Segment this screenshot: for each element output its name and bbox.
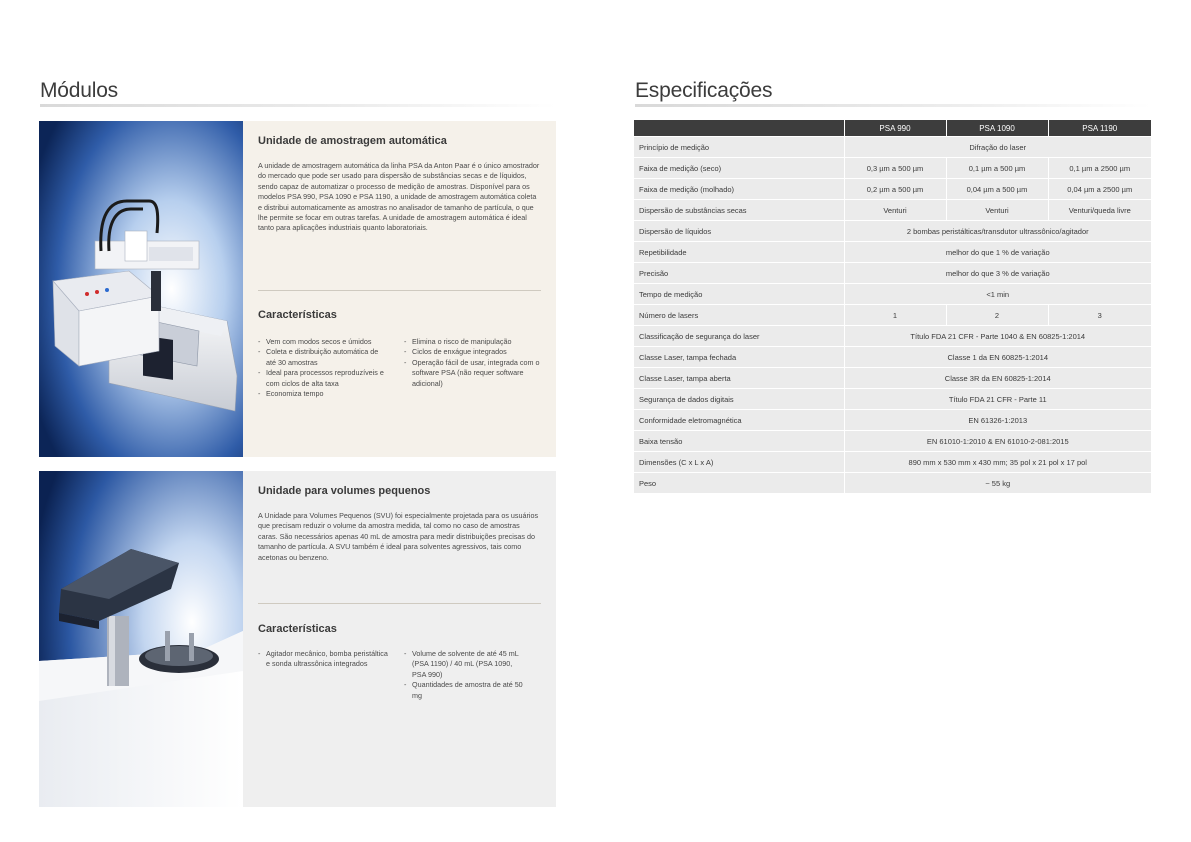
spec-label: Conformidade eletromagnética [634, 410, 844, 431]
table-row [634, 368, 1151, 389]
table-row [634, 200, 1151, 221]
unidade-amostragem-features-title: Características [258, 309, 337, 321]
header-psa-1090: PSA 1090 [946, 120, 1048, 137]
autosampler-photo [39, 121, 243, 457]
spec-label: Princípio de medição [634, 137, 844, 158]
spec-label: Dispersão de substâncias secas [634, 200, 844, 221]
unidade-volumes-features-title: Características [258, 623, 337, 635]
feature-item: - Agitador mecânico, bomba peristáltica e sonda ultrassônica integrados [258, 649, 388, 670]
feature-item: - Quantidades de amostra de até 50 mg [404, 680, 524, 701]
feature-item: - Elimina o risco de manipulação [404, 337, 542, 347]
header-psa-990: PSA 990 [844, 120, 946, 137]
spec-label: Classe Laser, tampa fechada [634, 347, 844, 368]
spec-value: Venturi [946, 200, 1048, 221]
spec-value: 0,04 µm a 500 µm [946, 179, 1048, 200]
spec-value: Venturi/queda livre [1048, 200, 1151, 221]
table-row [634, 389, 1151, 410]
spec-value: 0,2 µm a 500 µm [844, 179, 946, 200]
spec-label: Classificação de segurança do laser [634, 326, 844, 347]
spec-value: ~ 55 kg [844, 473, 1151, 494]
feature-item: - Ideal para processos reproduzíveis e com ciclos de alta taxa [258, 368, 388, 389]
spec-value: 0,04 µm a 2500 µm [1048, 179, 1151, 200]
spec-label: Faixa de medição (molhado) [634, 179, 844, 200]
table-row [634, 410, 1151, 431]
feature-item: - Vem com modos secos e úmidos [258, 337, 388, 347]
spec-value: Difração do laser [844, 137, 1151, 158]
unidade-amostragem-panel [243, 121, 556, 457]
unidade-volumes-features-right [404, 649, 524, 701]
especificacoes-title: Especificações [635, 79, 773, 102]
unidade-amostragem-features-right [404, 337, 542, 389]
spec-value: 0,3 µm a 500 µm [844, 158, 946, 179]
table-row [634, 137, 1151, 158]
unidade-amostragem-divider [258, 290, 541, 291]
spec-value: Venturi [844, 200, 946, 221]
modulos-title-rule [40, 104, 556, 107]
spec-value: 2 [946, 305, 1048, 326]
unidade-volumes-description: A Unidade para Volumes Pequenos (SVU) foi especialmente projetada para os usuários que precisam reduzir o volume da amostra medida, tal como no caso de amostras caras. São necessários apenas 40 mL de amostra para medir distribuições precisas do tamanho de partícula. A SVU também é ideal para solventes agressivos, tais como acetonas ou benzeno. [258, 511, 539, 562]
table-row [634, 473, 1151, 494]
module-unidade-volumes [39, 471, 556, 807]
table-row [634, 431, 1151, 452]
spec-value: 0,1 µm a 500 µm [946, 158, 1048, 179]
unidade-volumes-title: Unidade para volumes pequenos [258, 485, 431, 497]
table-row [634, 326, 1151, 347]
unidade-volumes-divider [258, 603, 541, 604]
spec-value: Classe 1 da EN 60825-1:2014 [844, 347, 1151, 368]
table-row [634, 263, 1151, 284]
spec-label: Peso [634, 473, 844, 494]
table-row [634, 158, 1151, 179]
header-psa-1190: PSA 1190 [1048, 120, 1151, 137]
spec-value: Título FDA 21 CFR - Parte 11 [844, 389, 1151, 410]
spec-value: Título FDA 21 CFR - Parte 1040 & EN 60825-1:2014 [844, 326, 1151, 347]
unidade-volumes-features-left [258, 649, 388, 670]
spec-value: 0,1 µm a 2500 µm [1048, 158, 1151, 179]
modulos-title: Módulos [40, 79, 118, 102]
spec-label: Repetibilidade [634, 242, 844, 263]
table-row [634, 347, 1151, 368]
table-row [634, 305, 1151, 326]
module-unidade-amostragem [39, 121, 556, 457]
table-row [634, 284, 1151, 305]
small-volume-unit-photo [39, 471, 243, 807]
spec-value: 890 mm x 530 mm x 430 mm; 35 pol x 21 pol x 17 pol [844, 452, 1151, 473]
table-row [634, 179, 1151, 200]
especificacoes-title-rule [635, 104, 1151, 107]
header-cell-empty [634, 120, 844, 137]
feature-item: - Economiza tempo [258, 389, 388, 399]
spec-label: Número de lasers [634, 305, 844, 326]
spec-value: melhor do que 3 % de variação [844, 263, 1151, 284]
spec-value: EN 61010-1:2010 & EN 61010-2-081:2015 [844, 431, 1151, 452]
spec-label: Classe Laser, tampa aberta [634, 368, 844, 389]
table-row [634, 242, 1151, 263]
spec-label: Dispersão de líquidos [634, 221, 844, 242]
feature-item: - Volume de solvente de até 45 mL (PSA 1190) / 40 mL (PSA 1090, PSA 990) [404, 649, 524, 680]
spec-label: Dimensões (C x L x A) [634, 452, 844, 473]
unidade-amostragem-description: A unidade de amostragem automática da linha PSA da Anton Paar é o único amostrador do mercado que pode ser usado para dispersão de substâncias secas e de líquidos, sendo capaz de automatizar o processo de medição de amostras. Disponível para os modelos PSA 990, PSA 1090 e PSA 1190, a unidade de amostragem automática coleta e distribui automaticamente as amostras no analisador de tamanho de partícula, o que lhe permite se focar em outras tarefas. A unidade de amostragem automática é ideal tanto para aplicações industriais quanto laboratoriais. [258, 161, 540, 233]
unidade-volumes-panel [243, 471, 556, 807]
feature-item: - Coleta e distribuição automática de até 30 amostras [258, 347, 388, 368]
spec-value: 3 [1048, 305, 1151, 326]
table-row [634, 221, 1151, 242]
specifications-body [634, 137, 1151, 494]
unidade-amostragem-title: Unidade de amostragem automática [258, 135, 447, 147]
specifications-table [634, 120, 1151, 493]
feature-item: - Operação fácil de usar, integrada com o software PSA (não requer software adicional) [404, 358, 542, 389]
spec-label: Precisão [634, 263, 844, 284]
table-header-row [634, 120, 1151, 137]
spec-value: melhor do que 1 % de variação [844, 242, 1151, 263]
unidade-amostragem-features-left [258, 337, 388, 399]
feature-item: - Ciclos de enxágue integrados [404, 347, 542, 357]
spec-value: Classe 3R da EN 60825-1:2014 [844, 368, 1151, 389]
spec-label: Tempo de medição [634, 284, 844, 305]
spec-label: Faixa de medição (seco) [634, 158, 844, 179]
spec-label: Baixa tensão [634, 431, 844, 452]
spec-value: 1 [844, 305, 946, 326]
table-row [634, 452, 1151, 473]
spec-value: <1 min [844, 284, 1151, 305]
spec-value: EN 61326-1:2013 [844, 410, 1151, 431]
spec-value: 2 bombas peristálticas/transdutor ultrassônico/agitador [844, 221, 1151, 242]
spec-label: Segurança de dados digitais [634, 389, 844, 410]
